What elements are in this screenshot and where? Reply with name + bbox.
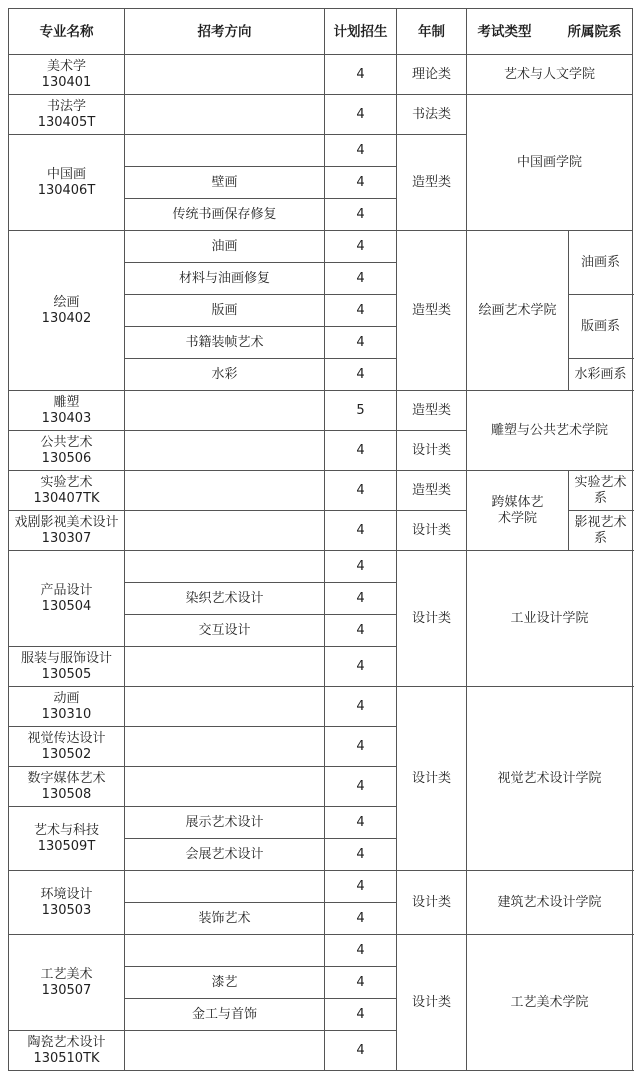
plan-cell: 4 [325, 135, 397, 167]
plan-cell: 4 [325, 55, 397, 95]
type-cell: 造型类 [397, 135, 467, 231]
major-name: 服装与服饰设计 [20, 650, 112, 666]
major-name: 戏剧影视美术设计 [14, 514, 119, 530]
major-code: 130402 [41, 310, 92, 326]
direction-cell: 装饰艺术 [125, 903, 325, 935]
school-cell: 中国画学院 [467, 95, 633, 231]
plan-cell: 4 [325, 727, 397, 767]
major-code: 130406T [37, 182, 96, 198]
table-row [9, 935, 633, 967]
direction-cell: 会展艺术设计 [125, 839, 325, 871]
direction-cell: 展示艺术设计 [125, 807, 325, 839]
major-name: 艺术与科技 [33, 822, 99, 838]
type-cell: 造型类 [397, 471, 467, 511]
school-cell: 建筑艺术设计学院 [467, 871, 633, 935]
direction-cell: 材料与油画修复 [125, 263, 325, 295]
type-cell: 理论类 [397, 55, 467, 95]
direction-cell [125, 871, 325, 903]
plan-cell: 4 [325, 999, 397, 1031]
plan-cell: 4 [325, 687, 397, 727]
type-cell: 书法类 [397, 95, 467, 135]
plan-cell: 4 [325, 647, 397, 687]
plan-cell: 4 [325, 231, 397, 263]
direction-cell: 漆艺 [125, 967, 325, 999]
major-cell [9, 55, 125, 95]
plan-cell: 4 [325, 511, 397, 551]
direction-cell [125, 935, 325, 967]
school-cell: 艺术与人文学院 [467, 55, 633, 95]
header-row [9, 9, 633, 55]
table-row [9, 687, 633, 727]
plan-cell: 5 [325, 391, 397, 431]
direction-cell: 传统书画保存修复 [125, 199, 325, 231]
plan-cell: 4 [325, 431, 397, 471]
major-code: 130508 [41, 786, 92, 802]
major-code: 130503 [41, 902, 92, 918]
major-cell [9, 767, 125, 807]
department-cell: 实验艺术系 [569, 471, 633, 511]
direction-cell: 版画 [125, 295, 325, 327]
table-row [9, 471, 633, 511]
department-cell: 水彩画系 [569, 359, 633, 391]
major-code: 130505 [41, 666, 92, 682]
direction-cell: 水彩 [125, 359, 325, 391]
direction-cell: 金工与首饰 [125, 999, 325, 1031]
plan-cell: 4 [325, 583, 397, 615]
table-row [9, 231, 633, 263]
header-direction: 招考方向 [125, 9, 325, 55]
major-cell [9, 391, 125, 431]
major-name: 绘画 [53, 294, 80, 310]
major-cell [9, 95, 125, 135]
plan-cell: 4 [325, 807, 397, 839]
plan-cell: 4 [325, 471, 397, 511]
major-cell [9, 1031, 125, 1071]
direction-cell [125, 55, 325, 95]
major-name: 陶瓷艺术设计 [27, 1034, 106, 1050]
direction-cell [125, 391, 325, 431]
header-exam-type-school [467, 9, 633, 55]
school-cell: 视觉艺术设计学院 [467, 687, 633, 871]
plan-cell: 4 [325, 767, 397, 807]
header-plan: 计划招生 [325, 9, 397, 55]
major-code: 130507 [41, 982, 92, 998]
major-name: 公共艺术 [40, 434, 93, 450]
major-cell [9, 935, 125, 1031]
major-name: 雕塑 [53, 394, 80, 410]
major-cell [9, 511, 125, 551]
major-name: 产品设计 [40, 582, 93, 598]
type-cell: 造型类 [397, 231, 467, 391]
direction-cell [125, 551, 325, 583]
direction-cell [125, 471, 325, 511]
plan-cell: 4 [325, 1031, 397, 1071]
direction-cell [125, 727, 325, 767]
major-code: 130509T [37, 838, 96, 854]
type-cell: 设计类 [397, 431, 467, 471]
school-cell: 跨媒体艺术学院 [467, 471, 569, 551]
plan-cell: 4 [325, 615, 397, 647]
major-name: 工艺美术 [40, 966, 93, 982]
table-row [9, 391, 633, 431]
major-cell [9, 647, 125, 687]
header-years: 年制 [397, 9, 467, 55]
table-row [9, 55, 633, 95]
major-code: 130403 [41, 410, 92, 426]
direction-cell [125, 767, 325, 807]
major-name: 数字媒体艺术 [27, 770, 106, 786]
direction-cell [125, 1031, 325, 1071]
major-code: 130307 [41, 530, 92, 546]
major-code: 130310 [41, 706, 92, 722]
major-cell [9, 551, 125, 647]
school-cell: 雕塑与公共艺术学院 [467, 391, 633, 471]
major-name: 中国画 [46, 166, 86, 182]
major-code: 130401 [41, 74, 92, 90]
enrollment-plan-table [8, 8, 633, 1071]
major-name: 视觉传达设计 [27, 730, 106, 746]
direction-cell [125, 687, 325, 727]
major-name: 环境设计 [40, 886, 93, 902]
plan-cell: 4 [325, 359, 397, 391]
major-code: 130405T [37, 114, 96, 130]
major-code: 130504 [41, 598, 92, 614]
major-cell [9, 471, 125, 511]
type-cell: 设计类 [397, 551, 467, 687]
plan-cell: 4 [325, 167, 397, 199]
direction-cell [125, 431, 325, 471]
direction-cell [125, 135, 325, 167]
major-cell [9, 871, 125, 935]
header-exam-type: 考试类型 [477, 23, 532, 40]
direction-cell: 书籍装帧艺术 [125, 327, 325, 359]
header-school: 所属院系 [567, 23, 622, 40]
table-row [9, 551, 633, 583]
major-name: 美术学 [46, 58, 86, 74]
type-cell: 造型类 [397, 391, 467, 431]
school-cell: 绘画艺术学院 [467, 231, 569, 391]
major-name: 动画 [53, 690, 80, 706]
header-major: 专业名称 [9, 9, 125, 55]
major-cell [9, 231, 125, 391]
plan-cell: 4 [325, 903, 397, 935]
type-cell: 设计类 [397, 511, 467, 551]
major-code: 130502 [41, 746, 92, 762]
table-row [9, 95, 633, 135]
table-row [9, 871, 633, 903]
direction-cell: 壁画 [125, 167, 325, 199]
direction-cell [125, 511, 325, 551]
major-cell [9, 687, 125, 727]
department-cell: 版画系 [569, 295, 633, 359]
plan-cell: 4 [325, 295, 397, 327]
department-cell: 油画系 [569, 231, 633, 295]
direction-cell: 交互设计 [125, 615, 325, 647]
major-cell [9, 135, 125, 231]
plan-cell: 4 [325, 95, 397, 135]
major-code: 130506 [41, 450, 92, 466]
plan-cell: 4 [325, 839, 397, 871]
plan-cell: 4 [325, 199, 397, 231]
major-cell [9, 727, 125, 767]
plan-cell: 4 [325, 551, 397, 583]
major-cell [9, 807, 125, 871]
direction-cell [125, 647, 325, 687]
major-name: 实验艺术 [40, 474, 93, 490]
major-name: 书法学 [46, 98, 86, 114]
type-cell: 设计类 [397, 871, 467, 935]
major-code: 130510TK [33, 1050, 100, 1066]
type-cell: 设计类 [397, 935, 467, 1071]
school-cell: 工艺美术学院 [467, 935, 633, 1071]
school-cell: 工业设计学院 [467, 551, 633, 687]
major-cell [9, 431, 125, 471]
direction-cell: 染织艺术设计 [125, 583, 325, 615]
plan-cell: 4 [325, 327, 397, 359]
plan-cell: 4 [325, 967, 397, 999]
major-code: 130407TK [33, 490, 100, 506]
type-cell: 设计类 [397, 687, 467, 871]
direction-cell: 油画 [125, 231, 325, 263]
direction-cell [125, 95, 325, 135]
plan-cell: 4 [325, 263, 397, 295]
plan-cell: 4 [325, 935, 397, 967]
department-cell: 影视艺术系 [569, 511, 633, 551]
plan-cell: 4 [325, 871, 397, 903]
